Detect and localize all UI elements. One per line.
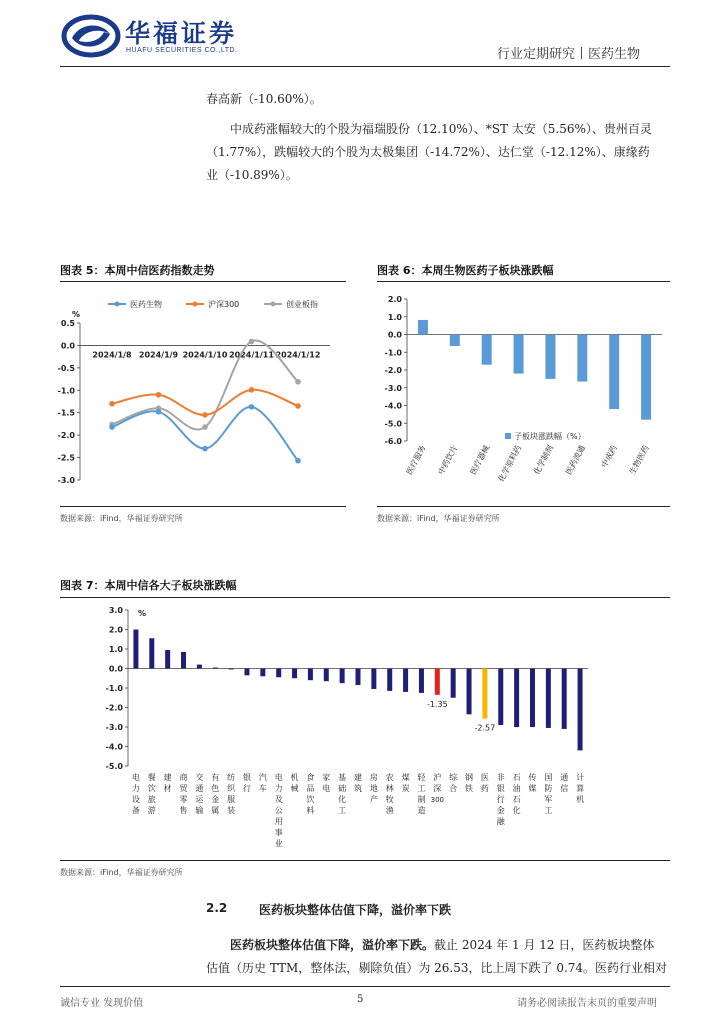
fig7-x-tick-label: 建筑 (354, 773, 362, 793)
fig5-y-tick-label: -1.5 (57, 408, 75, 418)
fig5-legend-label-2: 创业板指 (286, 300, 318, 309)
fig7-bar (340, 669, 345, 684)
fig7-x-tick-label: 机械 (290, 773, 299, 793)
fig7-y-tick-label: -2.0 (105, 703, 123, 713)
fig7-x-tick-label: 汽车 (258, 773, 267, 793)
fig7-bar (324, 669, 329, 682)
fig5-point-0 (249, 404, 255, 410)
fig7-y-tick-label: -4.0 (105, 742, 123, 752)
fig6-x-tick-label: 医疗器械 (468, 443, 492, 477)
fig7-x-tick-label: 纺织服装 (227, 773, 236, 815)
fig7-bar (578, 669, 583, 751)
fig5-point-1 (202, 412, 208, 418)
fig6-bar (577, 335, 587, 382)
fig6-chart (377, 286, 670, 504)
footer-disclaimer: 请务必阅读报告末页的重要声明 (517, 998, 657, 1009)
fig5-title: 图表 5：本周中信医药指数走势 (60, 264, 215, 277)
fig5-x-tick-label: 2024/1/9 (138, 350, 179, 360)
fig7-bar (356, 669, 361, 686)
fig7-bar (149, 638, 154, 668)
fig6-bar (514, 335, 524, 374)
fig7-y-tick-label: 2.0 (108, 625, 123, 635)
fig7-bar (546, 669, 551, 728)
fig7-x-tick-label: 房地产 (369, 773, 378, 804)
fig6-x-tick-label: 化学原料药 (496, 443, 524, 484)
fig5-y-unit: % (71, 310, 81, 319)
fig5-legend-marker-0 (115, 302, 120, 307)
fig6-y-tick-label: -3.0 (384, 383, 402, 393)
section-paragraph-rest: 截止 2024 年 1 月 12 日，医药板块整体 (434, 938, 655, 952)
fig5-x-tick-label: 2024/1/8 (92, 350, 132, 360)
fig7-bar (562, 669, 567, 729)
fig5-top-rule (60, 281, 346, 282)
fig6-y-tick-label: 1.0 (387, 312, 402, 322)
fig7-bar (308, 669, 313, 681)
fig7-x-tick-label: 食品饮料 (306, 773, 315, 815)
fig6-x-tick-label: 中成药 (599, 443, 619, 470)
brand-name-en: HUAFU SECURITIES CO.,LTD. (126, 47, 238, 54)
section-paragraph-line-2: 估值（历史 TTM，整体法，剔除负值）为 26.53，比上周下跌了 0.74。医药行业相对 (206, 961, 668, 975)
footer-slogan: 诚信专业 发现价值 (60, 998, 144, 1009)
header (0, 0, 724, 70)
fig5-point-1 (156, 392, 162, 398)
fig7-bar (498, 669, 503, 726)
fig6-bar (418, 320, 428, 335)
header-rule (60, 66, 670, 67)
fig7-y-tick-label: 3.0 (108, 606, 123, 615)
fig7-bar (387, 669, 392, 691)
paragraph-2-line-1: 中成药涨幅较大的个股为福瑞股份（12.10%）、*ST 太安（5.56%）、贵州百灵 (230, 122, 652, 136)
fig5-point-0 (202, 446, 208, 452)
fig5-y-tick-label: -2.0 (57, 431, 75, 441)
fig7-bar (530, 669, 535, 728)
fig7-x-tick-label: 交通运输 (195, 773, 204, 815)
fig7-y-tick-label: -3.0 (105, 723, 123, 732)
fig6-legend-swatch (505, 433, 511, 439)
paragraph-1: 春高新（-10.60%）。 (206, 92, 322, 106)
fig7-x-tick-label: 通信 (560, 773, 569, 793)
fig6-x-tick-label: 医疗服务 (404, 443, 428, 477)
fig7-data-label: -1.35 (426, 699, 448, 709)
fig5-y-tick-label: -2.5 (57, 453, 75, 463)
fig5-legend-label-0: 医药生物 (130, 300, 162, 309)
page-number: 5 (357, 994, 364, 1005)
fig7-bar (181, 652, 186, 669)
fig7-data-label: -2.57 (474, 723, 496, 733)
fig7-x-tick-label: 轻工制造 (417, 773, 426, 815)
fig7-bar (213, 668, 218, 669)
fig6-bar (482, 335, 492, 365)
fig6-y-tick-label: -5.0 (384, 419, 402, 429)
fig7-x-tick-label: 基础化工 (338, 773, 347, 815)
fig7-x-tick-label: 非银行金融 (496, 773, 505, 826)
fig7-x-tick-label: 建材 (163, 773, 172, 793)
fig5-bottom-rule (60, 506, 346, 507)
fig7-x-tick-label: 商贸零售 (179, 773, 188, 815)
fig7-bar (292, 669, 297, 679)
fig7-y-unit: % (137, 609, 147, 618)
fig7-bar (244, 669, 249, 676)
fig7-bar (133, 630, 138, 669)
fig7-x-tick-label: 电力设备 (131, 773, 140, 815)
fig6-bar (641, 335, 651, 420)
fig6-x-tick-label: 中药饮片 (436, 443, 460, 477)
fig5-point-2 (295, 379, 301, 385)
section-title: 医药板块整体估值下降，溢价率下跌 (259, 903, 452, 917)
fig5-source: 数据来源：iFind，华福证券研究所 (60, 514, 183, 523)
fig7-x-tick-label: 电力及公用事业 (274, 773, 283, 848)
fig7-x-tick-label: 石油石化 (512, 773, 521, 815)
fig5-point-0 (295, 458, 301, 464)
fig5-x-tick-label: 2024/1/11 (229, 350, 274, 360)
fig7-x-tick-label: 煤炭 (401, 773, 410, 793)
fig7-title: 图表 7：本周中信各大子板块涨跌幅 (60, 579, 237, 592)
fig6-y-tick-label: 2.0 (387, 295, 402, 304)
fig7-x-tick-label: 钢铁 (465, 773, 474, 793)
fig7-bar (467, 669, 472, 715)
fig7-bar (419, 669, 424, 693)
fig5-point-0 (109, 424, 115, 430)
fig5-point-1 (109, 401, 115, 407)
fig6-y-tick-label: -2.0 (384, 366, 402, 375)
fig6-x-tick-label: 生物医药 (627, 443, 651, 477)
fig5-point-1 (295, 403, 301, 409)
fig7-bar (435, 669, 440, 695)
fig6-x-tick-label: 医药流通 (564, 443, 588, 477)
fig5-series-line-1 (112, 390, 298, 415)
fig6-y-tick-label: -1.0 (384, 348, 402, 358)
report-type: 行业定期研究丨医药生物 (497, 47, 641, 62)
fig5-y-tick-label: -0.5 (57, 363, 75, 373)
fig5-point-0 (156, 409, 162, 415)
fig6-bar (545, 335, 555, 379)
fig5-y-tick-label: -3.0 (57, 476, 75, 485)
fig6-bar (450, 335, 460, 347)
fig7-chart (60, 600, 670, 858)
fig7-source: 数据来源：iFind，华福证券研究所 (60, 868, 183, 877)
fig6-y-tick-label: -4.0 (384, 401, 402, 411)
fig7-bar (197, 665, 202, 669)
fig7-bottom-rule (60, 860, 670, 861)
fig6-source: 数据来源：iFind，华福证券研究所 (377, 514, 500, 523)
fig7-bar (260, 669, 265, 677)
fig7-bar (229, 669, 234, 670)
fig7-x-tick-label: 家电 (322, 773, 331, 793)
fig7-bar (451, 669, 456, 698)
fig7-x-tick-label: 银行 (242, 773, 251, 793)
fig5-y-tick-label: -1.0 (57, 386, 75, 396)
fig7-bar (482, 669, 487, 719)
fig7-y-tick-label: -1.0 (105, 684, 123, 693)
fig5-y-tick-label: 0.5 (60, 319, 75, 328)
fig5-x-tick-label: 2024/1/10 (182, 350, 228, 360)
footer-rule (60, 986, 670, 987)
fig5-y-tick-label: 0.0 (60, 341, 75, 351)
fig7-bar (403, 669, 408, 692)
brand-name: 华福证券 (125, 19, 238, 48)
fig6-y-tick-label: 0.0 (387, 330, 402, 340)
fig7-y-tick-label: -5.0 (105, 762, 123, 771)
fig5-x-tick-label: 2024/1/12 (275, 350, 321, 360)
section-paragraph-line-1 (230, 933, 654, 957)
fig5-legend-marker-1 (193, 302, 198, 307)
fig7-x-tick-label: 国防军工 (544, 773, 553, 815)
fig6-y-tick-label: -6.0 (384, 437, 402, 446)
fig6-x-tick-label: 化学制剂 (532, 443, 556, 477)
section-number: 2.2 (206, 901, 228, 915)
fig6-title: 图表 6：本周生物医药子板块涨跌幅 (377, 264, 554, 277)
fig6-legend-label: 子板块涨跌幅（%） (514, 432, 586, 441)
fig7-bar (371, 669, 376, 689)
paragraph-2-line-2: （1.77%），跌幅较大的个股为太极集团（-14.72%）、达仁堂（-12.12%）、康缘药 (206, 145, 650, 159)
fig7-x-tick-label: 计算机 (576, 773, 585, 804)
fig5-point-2 (202, 424, 208, 430)
fig6-bar (609, 335, 619, 410)
fig7-x-tick-label: 医药 (480, 773, 489, 793)
paragraph-2-line-3: 业（-10.89%）。 (206, 168, 298, 182)
section-paragraph-lead: 医药板块整体估值下降，溢价率下跌。 (230, 938, 435, 952)
fig6-top-rule (377, 281, 670, 282)
fig5-chart (57, 286, 350, 504)
fig7-x-tick-label: 传媒 (528, 773, 537, 793)
fig7-bar (165, 650, 170, 669)
fig7-y-tick-label: 1.0 (108, 645, 123, 654)
fig7-bar (514, 669, 519, 728)
fig7-x-tick-label: 农林牧渔 (385, 773, 394, 815)
fig7-x-tick-label: 有色金属 (211, 773, 220, 815)
huafu-logo-icon (62, 14, 120, 58)
fig7-y-tick-label: 0.0 (108, 664, 123, 674)
fig7-top-rule (60, 597, 670, 598)
fig6-bottom-rule (377, 506, 670, 507)
fig5-point-2 (249, 339, 255, 345)
fig5-legend-label-1: 沪深300 (208, 300, 240, 309)
fig7-x-tick-label: 沪深 300 (430, 773, 444, 804)
fig5-legend-marker-2 (271, 302, 276, 307)
fig7-x-tick-label: 综合 (449, 773, 458, 793)
fig5-point-1 (249, 387, 255, 393)
fig7-x-tick-label: 餐饮旅游 (147, 773, 156, 815)
fig7-bar (276, 669, 281, 678)
